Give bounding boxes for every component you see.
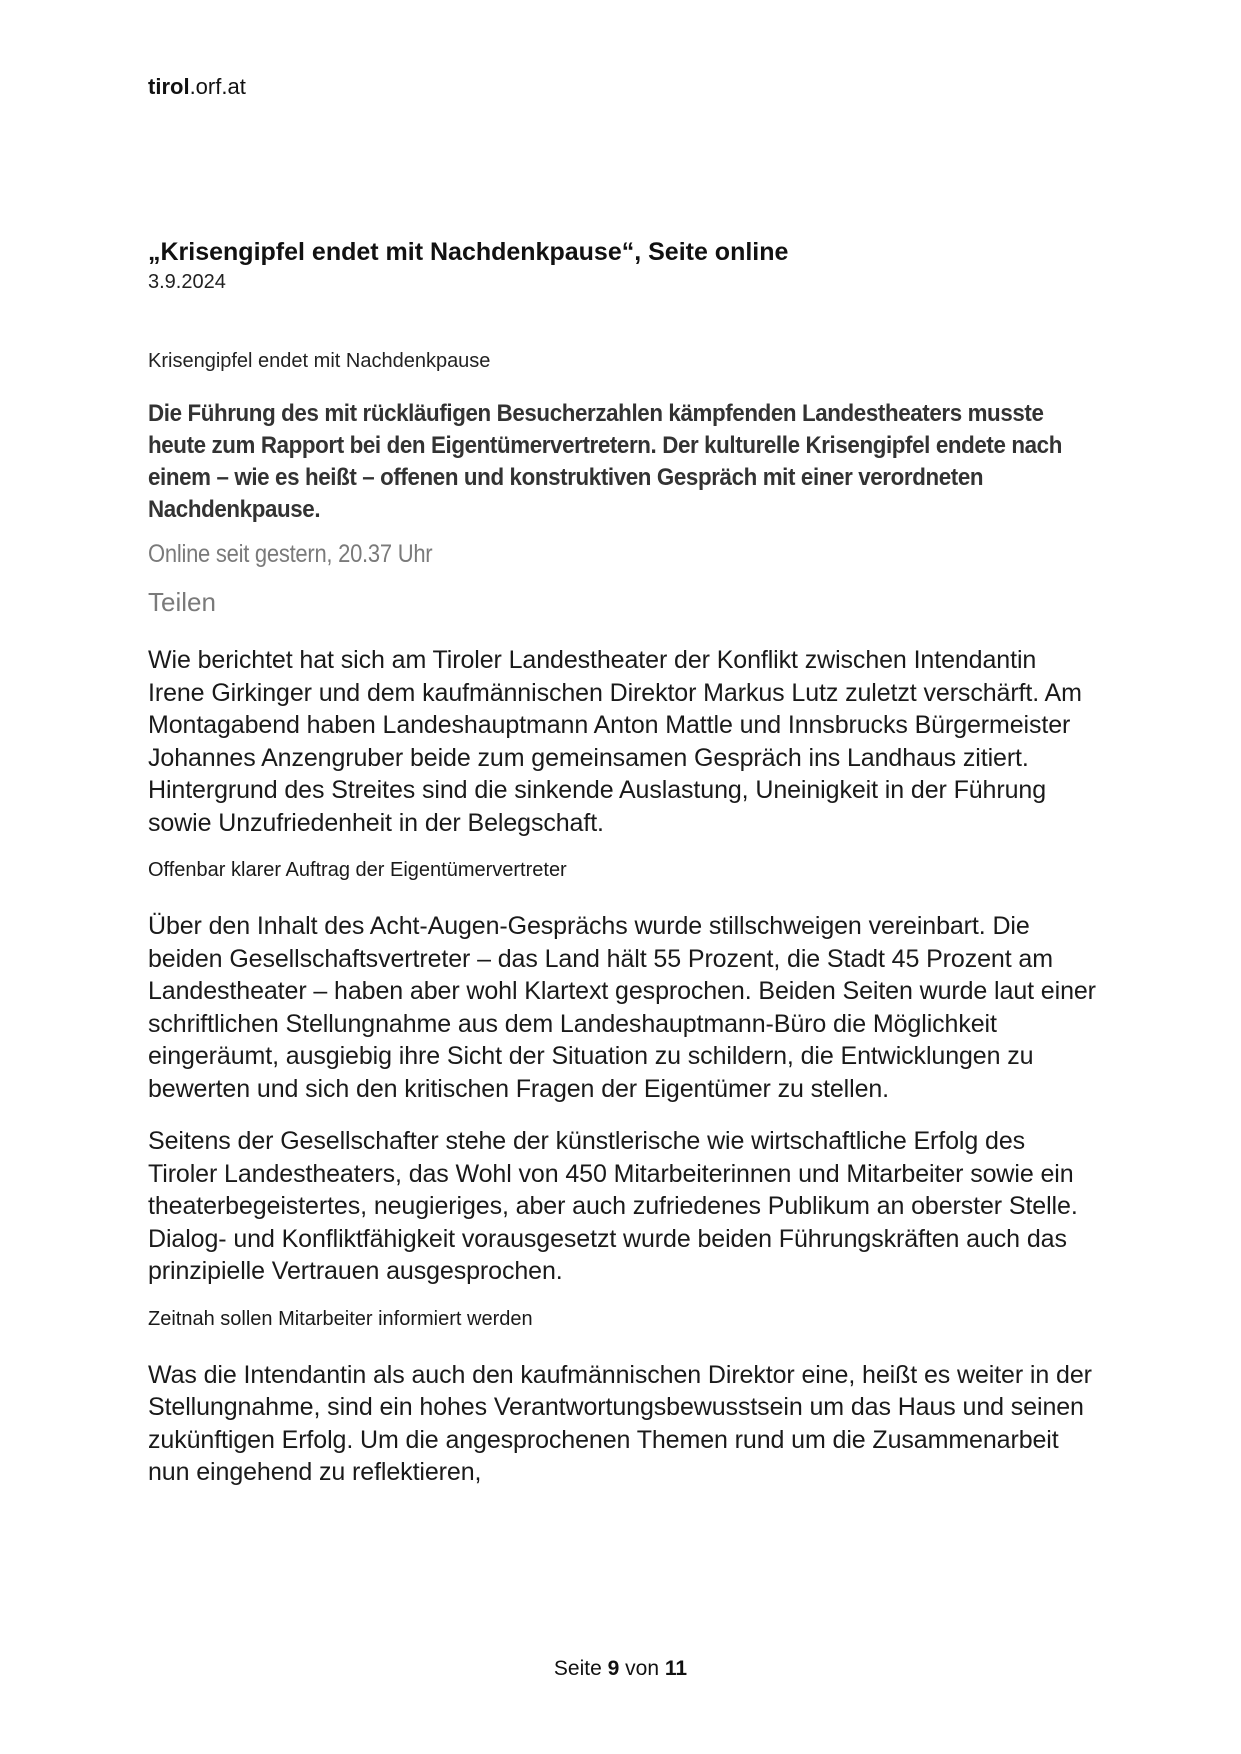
article-lead: Die Führung des mit rückläufigen Besucherzahlen kämpfenden Landestheaters musste heute zum Rapport bei den Eigentümervertretern. Der kulturelle Krisengipfel endete nach einem – wie es heißt – offenen und konstruktiven Gespräch mit einer verordneten Nachdenkpause. bbox=[148, 400, 1062, 523]
article bbox=[148, 350, 1098, 1509]
article-subheading: Offenbar klarer Auftrag der Eigentümervertreter bbox=[148, 859, 567, 881]
article-kicker: Krisengipfel endet mit Nachdenkpause bbox=[148, 350, 491, 372]
document-title: „Krisengipfel endet mit Nachdenkpause“, Seite online bbox=[148, 238, 789, 266]
page-number: 9 bbox=[607, 1657, 620, 1680]
site-name-rest: .orf.at bbox=[189, 74, 246, 99]
page-number-footer bbox=[0, 1657, 1241, 1681]
article-paragraph: Seitens der Gesellschafter stehe der künstlerische wie wirtschaftliche Erfolg des Tiroler Landestheaters, das Wohl von 450 Mitarbeiterinnen und Mitarbeiter sowie ein theaterbegeistertes, neugieriges, aber auch zufriedenes Publikum an oberster Stelle. Dialog- und Konfliktfähigkeit vorausgesetzt wurde beiden Führungskräften auch das prinzipielle Vertrauen ausgesprochen. bbox=[148, 1127, 1078, 1285]
of-label: von bbox=[625, 1657, 660, 1680]
page-total: 11 bbox=[664, 1657, 688, 1680]
article-meta: Online seit gestern, 20.37 Uhr bbox=[148, 540, 433, 568]
article-paragraph: Was die Intendantin als auch den kaufmännischen Direktor eine, heißt es weiter in der Stellungnahme, sind ein hohes Verantwortungsbewusstsein um das Haus und seinen zukünftigen Erfolg. Um die angesprochenen Themen rund um die Zusammenarbeit nun eingehend zu reflektieren, bbox=[148, 1360, 1092, 1486]
article-paragraph: Über den Inhalt des Acht-Augen-Gesprächs wurde stillschweigen vereinbart. Die beiden Gesellschaftsvertreter – das Land hält 55 Prozent, die Stadt 45 Prozent am Landestheater – haben aber wohl Klartext gesprochen. Beiden Seiten wurde laut einer schriftlichen Stellungnahme aus dem Landeshauptmann-Büro die Möglichkeit eingeräumt, ausgiebig ihre Sicht der Situation zu schildern, die Entwicklungen zu bewerten und sich den kritischen Fragen der Eigentümer zu stellen. bbox=[148, 912, 1096, 1103]
article-paragraph: Wie berichtet hat sich am Tiroler Landestheater der Konflikt zwischen Intendantin Irene Girkinger und dem kaufmännischen Direktor Markus Lutz zuletzt verschärft. Am Montagabend haben Landeshauptmann Anton Mattle und Innsbrucks Bürgermeister Johannes Anzengruber beide zum gemeinsamen Gespräch ins Landhaus zitiert. Hintergrund des Streites sind die sinkende Auslastung, Uneinigkeit in der Führung sowie Unzufriedenheit in der Belegschaft. bbox=[148, 646, 1082, 837]
article-subheading: Zeitnah sollen Mitarbeiter informiert werden bbox=[148, 1307, 533, 1330]
page-label: Seite bbox=[553, 1657, 602, 1680]
share-label: Teilen bbox=[148, 587, 216, 617]
site-name bbox=[148, 74, 246, 100]
site-name-bold: tirol bbox=[148, 74, 190, 99]
document-date: 3.9.2024 bbox=[148, 271, 226, 293]
